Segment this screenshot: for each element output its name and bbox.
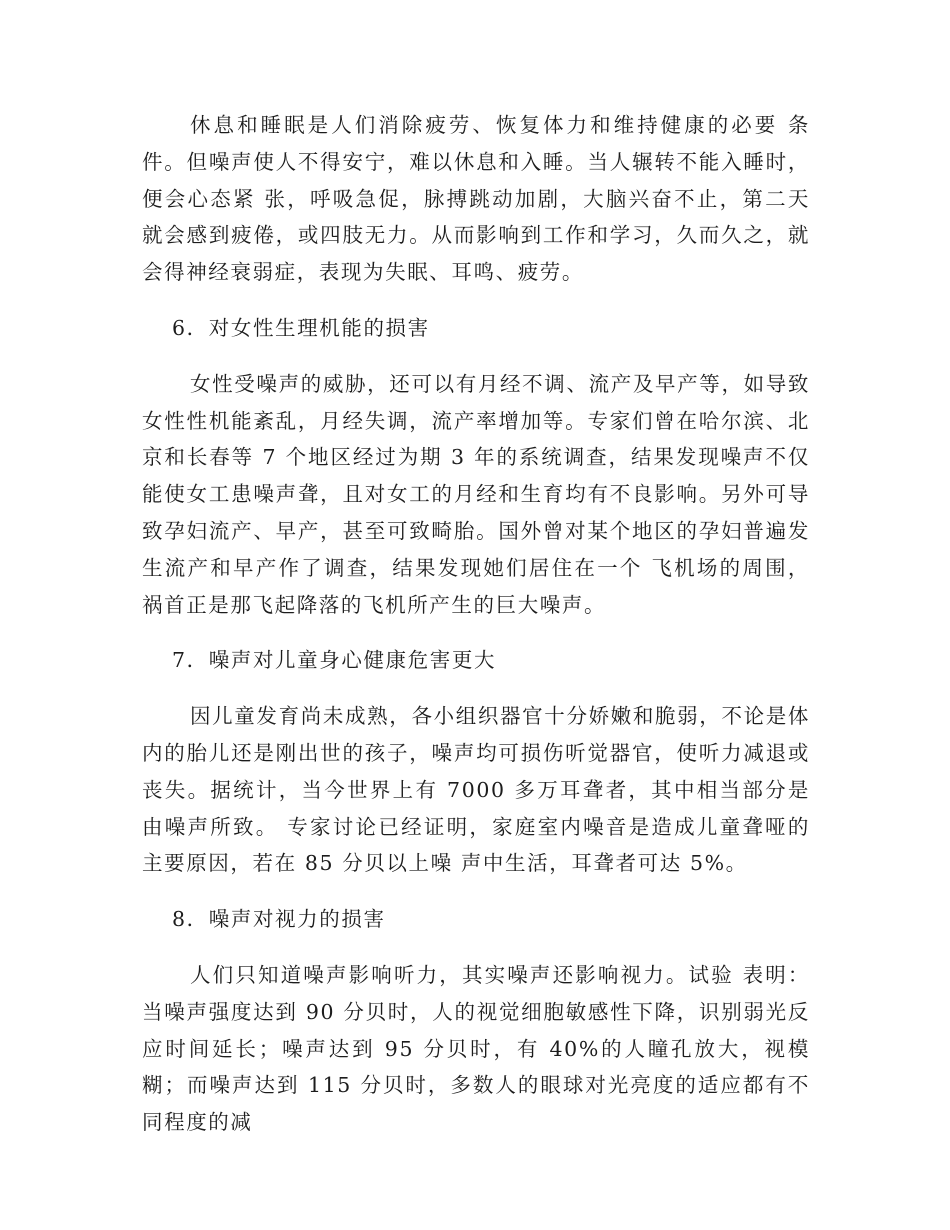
block-spacer <box>142 623 810 642</box>
block-spacer <box>142 291 810 310</box>
block-spacer <box>142 882 810 901</box>
block-spacer <box>142 679 810 698</box>
section-heading-6: 6．对女性生理机能的损害 <box>172 315 430 340</box>
paragraph-vision-damage: 人们只知道噪声影响听力，其实噪声还影响视力。试验 表明：当噪声强度达到 90 分贝时，人的视觉细胞敏感性下降，识别弱光反应时间延长；噪声达到 95 分贝时，有 40%的人瞳孔放大，视模糊；而噪声达到 115 分贝时，多数人的眼球对光亮度的适应都有不同程度的减 <box>142 962 810 1135</box>
block-spacer <box>142 347 810 366</box>
paragraph-female-physiology: 女性受噪声的威胁，还可以有月经不调、流产及早产等，如导致女性性机能紊乱，月经失调，流产率增加等。专家们曾在哈尔滨、北京和长春等 7 个地区经过为期 3 年的系统调查，结果发现噪声不仅能使女工患噪声聋，且对女工的月经和生育均有不良影响。另外可导致孕妇流产、早产，甚至可致畸胎。国外曾对某个地区的孕妇普遍发生流产和早产作了调查，结果发现她们居住在一个 飞机场的周围，祸首正是那飞起降落的飞机所产生的巨大噪声。 <box>142 371 810 617</box>
document-body <box>142 107 810 1141</box>
section-heading-8: 8．噪声对视力的损害 <box>172 907 386 932</box>
paragraph-children-health: 因儿童发育尚未成熟，各小组织器官十分娇嫩和脆弱，不论是体内的胎儿还是刚出世的孩子，噪声均可损伤听觉器官，使听力减退或丧失。据统计，当今世界上有 7000 多万耳聋者，其中相当部分是由噪声所致。 专家讨论已经证明，家庭室内噪音是造成儿童聋哑的主要原因，若在 85 分贝以上噪 声中生活，耳聋者可达 5%。 <box>142 704 810 876</box>
block-spacer <box>142 938 810 957</box>
section-heading-7: 7．噪声对儿童身心健康危害更大 <box>172 648 497 673</box>
paragraph-rest-and-sleep: 休息和睡眠是人们消除疲劳、恢复体力和维持健康的必要 条件。但噪声使人不得安宁，难以休息和入睡。当人辗转不能入睡时，便会心态紧 张，呼吸急促，脉搏跳动加剧，大脑兴奋不止，第二天就会感到疲倦，或四肢无力。从而影响到工作和学习，久而久之，就会得神经衰弱症，表现为失眠、耳鸣、疲劳。 <box>142 113 810 285</box>
